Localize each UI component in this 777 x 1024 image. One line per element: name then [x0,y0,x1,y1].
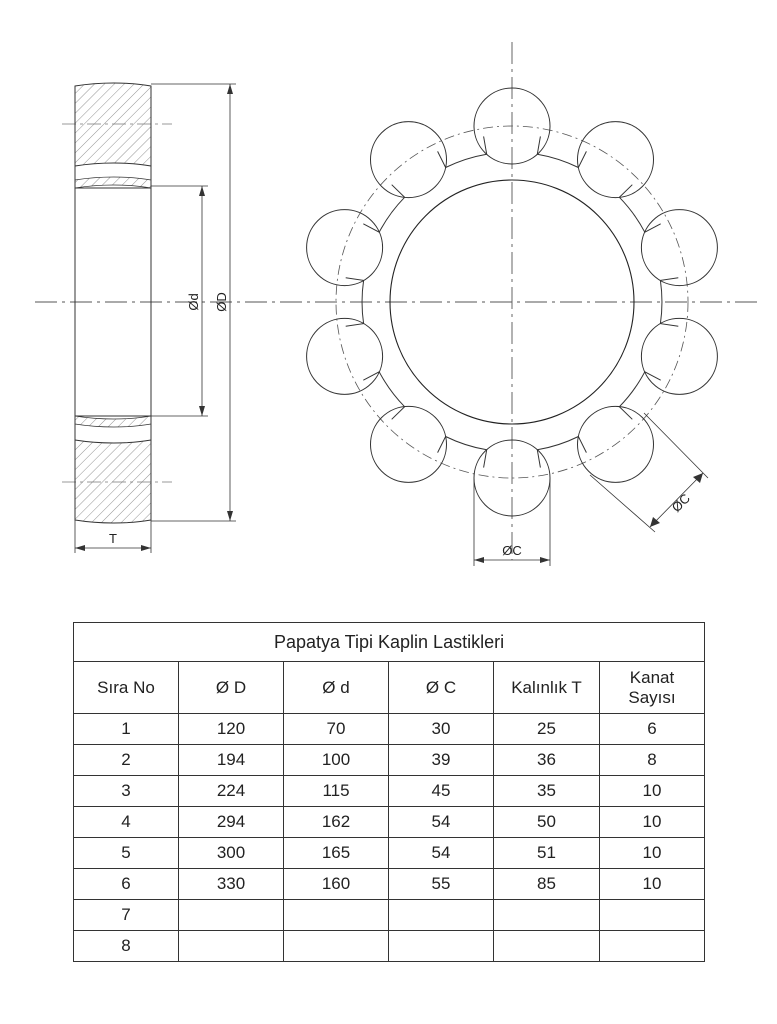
spec-table [73,622,705,962]
table-row [74,776,705,807]
table-cell: 8 [74,931,179,962]
table-cell: 54 [389,807,494,838]
table-cell: 3 [74,776,179,807]
table-cell: 50 [494,807,600,838]
table-cell: 45 [389,776,494,807]
table-title: Papatya Tipi Kaplin Lastikleri [74,623,705,662]
table-cell [600,900,705,931]
od-label: ØD [214,292,229,312]
lower-bead-hatch [75,416,151,427]
table-cell: 330 [179,869,284,900]
table-cell [494,931,600,962]
table-cell: 300 [179,838,284,869]
table-cell [179,900,284,931]
table-cell: 1 [74,714,179,745]
table-cell: 10 [600,869,705,900]
od-arrow-bottom [227,511,233,521]
upper-bead-hatch [75,177,151,188]
table-cell: 160 [284,869,389,900]
t-arrow-right [141,545,151,551]
table-cell: 120 [179,714,284,745]
lobe-circle [578,122,654,198]
header-kanat-sayisi: Kanat Sayısı [600,662,705,714]
od-arrow-top [227,84,233,94]
id-label: Ød [186,293,201,311]
table-cell [284,900,389,931]
header-sira-no: Sıra No [74,662,179,714]
lobe-circle [371,122,447,198]
table-cell: 7 [74,900,179,931]
table-cell: 55 [389,869,494,900]
table-cell: 10 [600,807,705,838]
table-row [74,869,705,900]
table-cell [284,931,389,962]
table-cell [179,931,284,962]
header-od: Ø D [179,662,284,714]
header-id: Ø d [284,662,389,714]
table-cell: 294 [179,807,284,838]
upper-section-hatch [75,83,151,166]
table-cell: 165 [284,838,389,869]
header-oc: Ø C [389,662,494,714]
id-arrow-bottom [199,406,205,416]
table-row [74,838,705,869]
table-cell: 36 [494,745,600,776]
table-cell: 51 [494,838,600,869]
table-cell: 39 [389,745,494,776]
table-cell: 10 [600,838,705,869]
table-cell [600,931,705,962]
table-cell: 2 [74,745,179,776]
header-kalinlik: Kalınlık T [494,662,600,714]
c-diag-extension-1 [590,475,655,532]
table-cell: 35 [494,776,600,807]
c-arrow-left [474,557,484,563]
table-cell [389,900,494,931]
t-label: T [109,531,117,546]
t-arrow-left [75,545,85,551]
table-cell: 30 [389,714,494,745]
table-cell: 6 [74,869,179,900]
lobe-circle [307,318,383,394]
c-arrow-right [540,557,550,563]
table-cell: 100 [284,745,389,776]
table-cell: 162 [284,807,389,838]
id-arrow-top [199,186,205,196]
table-cell: 194 [179,745,284,776]
lobe-circle [641,210,717,286]
table-row [74,807,705,838]
table-cell: 6 [600,714,705,745]
table-cell: 5 [74,838,179,869]
table-cell: 85 [494,869,600,900]
table-cell: 54 [389,838,494,869]
table-cell: 224 [179,776,284,807]
table-header-row [74,662,705,714]
table-cell: 70 [284,714,389,745]
table-cell [389,931,494,962]
lower-section-hatch [75,440,151,523]
table-cell [494,900,600,931]
table-body [74,714,705,962]
table-cell: 10 [600,776,705,807]
table-cell: 25 [494,714,600,745]
table-cell: 8 [600,745,705,776]
table-cell: 4 [74,807,179,838]
c-label-diagonal: ØC [668,490,694,516]
table-cell: 115 [284,776,389,807]
table-row [74,931,705,962]
table-row [74,714,705,745]
front-view [307,42,718,566]
c-dimension-diagonal [596,416,640,456]
table-row [74,745,705,776]
c-label-bottom: ØC [502,543,522,558]
table-row [74,900,705,931]
